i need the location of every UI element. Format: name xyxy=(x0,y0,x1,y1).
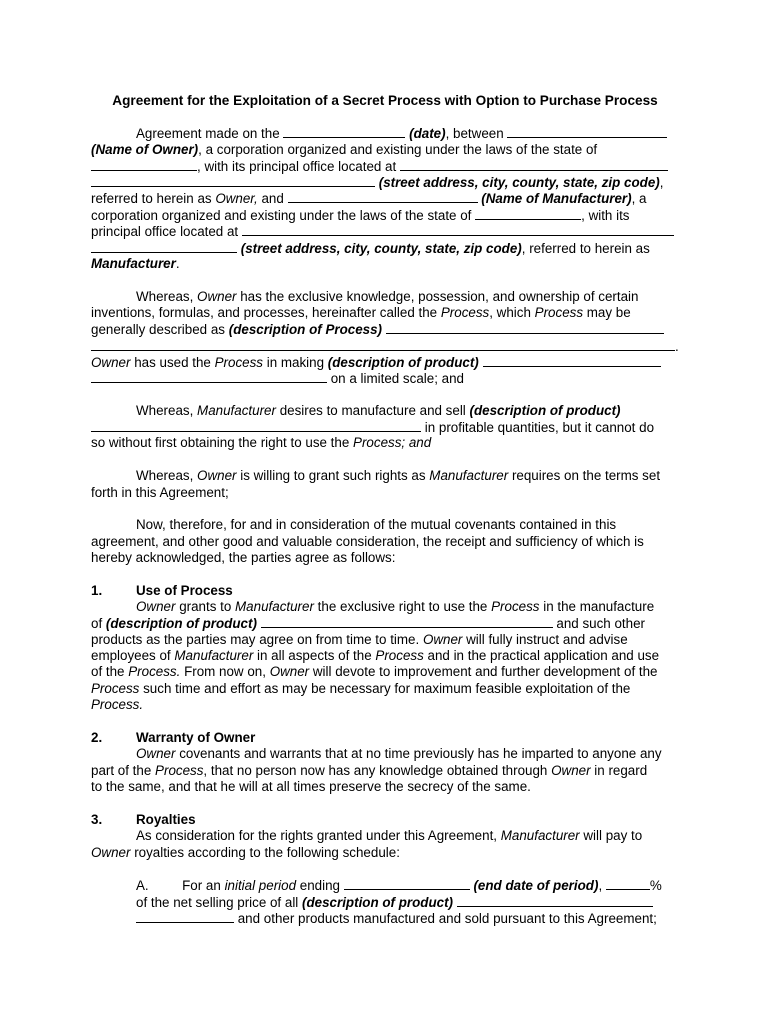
whereas1-line-3: generally described as (description of Process) xyxy=(91,321,664,338)
whereas3-line-2: forth in this Agreement; xyxy=(91,485,229,500)
date-blank[interactable] xyxy=(283,125,405,138)
intro-line-3: , with its principal office located at xyxy=(91,158,668,175)
section1-line-3: products as the parties may agree on from time to time. Owner will fully instruct and advise xyxy=(91,632,628,647)
intro-line-4: (street address, city, county, state, zip code), xyxy=(91,174,664,191)
whereas3-line-1: Whereas, Owner is willing to grant such rights as Manufacturer requires on the terms set xyxy=(136,468,661,483)
section2-line-3: to the same, and that he will at all times preserve the secrecy of the same. xyxy=(91,779,531,794)
section2-number: 2. xyxy=(91,730,103,745)
percent-blank[interactable] xyxy=(606,877,650,890)
section3-item-a-line-1: A. For an initial period ending (end date of period), % xyxy=(136,878,662,893)
whereas1-line-4: . xyxy=(91,338,679,355)
whereas1-line-5: Owner has used the Process in making (description of product) xyxy=(91,354,661,371)
section3-number: 3. xyxy=(91,812,103,827)
process-description-blank[interactable] xyxy=(386,321,664,334)
manufacturer-name-blank[interactable] xyxy=(288,190,478,203)
section1-line-1: Owner grants to Manufacturer the exclusive right to use the Process in the manufacture xyxy=(136,599,655,614)
section2-line-1: Owner covenants and warrants that at no time previously has he imparted to anyone any xyxy=(136,746,662,761)
intro-line-6: corporation organized and existing under the laws of the state of , with its xyxy=(91,208,630,223)
intro-line-7: principal office located at xyxy=(91,223,674,240)
whereas2-line-2: in profitable quantities, but it cannot do xyxy=(91,419,654,436)
now-therefore-line-2: agreement, and other good and valuable consideration, the receipt and sufficiency of which is xyxy=(91,534,644,549)
intro-line-8: (street address, city, county, state, zip code), referred to herein as xyxy=(91,240,650,257)
process-description-blank-2[interactable] xyxy=(91,338,675,351)
manufacturer-product-blank[interactable] xyxy=(91,419,421,432)
whereas2-line-3: so without first obtaining the right to use the Process; and xyxy=(91,435,432,450)
section3-item-a-line-2: of the net selling price of all (description of product) xyxy=(136,894,653,911)
section1-number: 1. xyxy=(91,583,103,598)
whereas2-line-1: Whereas, Manufacturer desires to manufacture and sell (description of product) xyxy=(136,403,621,418)
whereas1-line-2: inventions, formulas, and processes, hereinafter called the Process, which Process may be xyxy=(91,305,631,320)
whereas1-line-1: Whereas, Owner has the exclusive knowledge, possession, and ownership of certain xyxy=(136,289,639,304)
section1-product-blank[interactable] xyxy=(261,615,553,628)
section1-line-7: Process. xyxy=(91,697,144,712)
manufacturer-address-blank-2[interactable] xyxy=(91,240,237,253)
whereas1-line-6: on a limited scale; and xyxy=(91,370,464,387)
intro-line-1: Agreement made on the (date), between xyxy=(136,125,667,142)
now-therefore-line-1: Now, therefore, for and in consideration of the mutual covenants contained in this xyxy=(136,517,617,532)
manufacturer-state-blank[interactable] xyxy=(475,207,581,220)
section1-heading: Use of Process xyxy=(136,583,233,598)
manufacturer-address-blank[interactable] xyxy=(242,223,674,236)
owner-name-blank[interactable] xyxy=(507,125,667,138)
section2-heading: Warranty of Owner xyxy=(136,730,256,745)
owner-address-blank[interactable] xyxy=(400,158,668,171)
owner-address-blank-2[interactable] xyxy=(91,174,375,187)
section2-line-2: part of the Process, that no person now has any knowledge obtained through Owner in regard xyxy=(91,763,648,778)
document-title: Agreement for the Exploitation of a Secret Process with Option to Purchase Process xyxy=(112,93,658,108)
section3-heading: Royalties xyxy=(136,812,196,827)
owner-state-blank[interactable] xyxy=(91,158,197,171)
intro-line-2: (Name of Owner), a corporation organized and existing under the laws of the state of xyxy=(91,142,598,157)
royalty-product-blank[interactable] xyxy=(457,894,653,907)
section1-line-5: of the Process. From now on, Owner will devote to improvement and further development of the xyxy=(91,664,658,679)
product-description-blank[interactable] xyxy=(483,354,661,367)
section1-line-6: Process such time and effort as may be necessary for maximum feasible exploitation of the xyxy=(91,681,631,696)
now-therefore-line-3: hereby acknowledged, the parties agree as follows: xyxy=(91,550,396,565)
section1-line-2: of (description of product) and such other xyxy=(91,616,645,631)
royalty-product-blank-2[interactable] xyxy=(136,910,234,923)
section3-line-1: As consideration for the rights granted under this Agreement, Manufacturer will pay to xyxy=(136,828,643,843)
section3-line-2: Owner royalties according to the following schedule: xyxy=(91,845,400,860)
section1-line-4: employees of Manufacturer in all aspects of the Process and in the practical application and use xyxy=(91,648,660,663)
product-description-blank-2[interactable] xyxy=(91,370,327,383)
end-date-blank[interactable] xyxy=(344,877,470,890)
intro-line-5: referred to herein as Owner, and (Name of Manufacturer), a xyxy=(91,191,647,206)
section3-item-a-line-3: and other products manufactured and sold pursuant to this Agreement; xyxy=(136,910,657,927)
intro-line-9: Manufacturer. xyxy=(91,256,180,271)
